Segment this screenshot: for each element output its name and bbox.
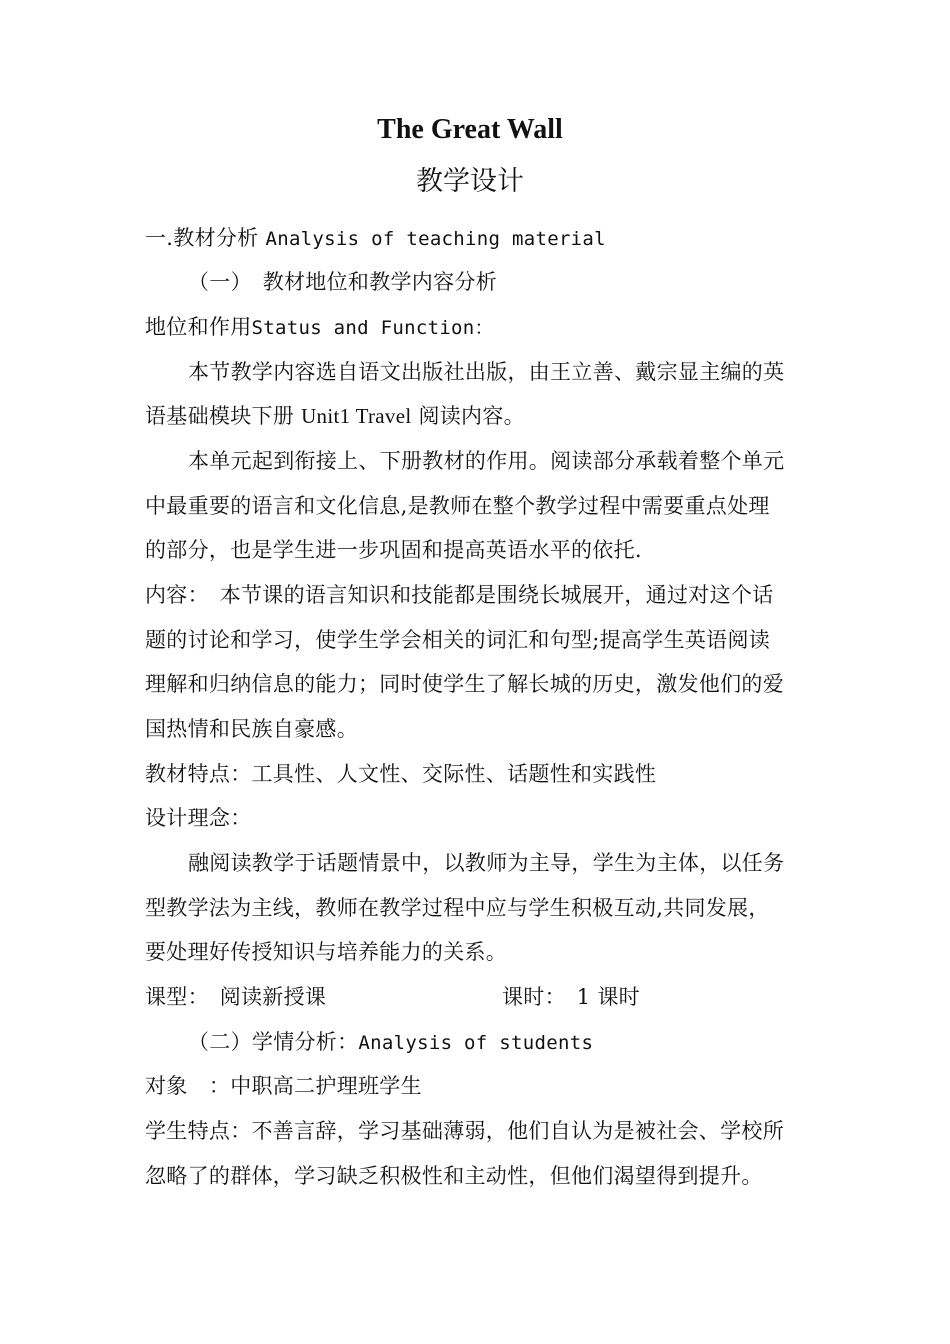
document-title-cn: 教学设计	[416, 166, 524, 197]
document-title-en: The Great Wall	[377, 114, 563, 145]
content-line: 国热情和民族自豪感。	[145, 717, 358, 741]
concept-line: 型教学法为主线，教师在教学过程中应与学生积极互动,共同发展，	[145, 896, 770, 920]
text-span: 阅读内容。	[418, 404, 525, 428]
content-line: 内容： 本节课的语言知识和技能都是围绕长城展开，通过对这个话	[145, 583, 774, 607]
student-traits-line: 学生特点：不善言辞，学习基础薄弱，他们自认为是被社会、学校所	[145, 1119, 784, 1143]
paragraph-line: 本节教学内容选自语文出版社出版，由王立善、戴宗显主编的英	[188, 360, 785, 384]
paragraph-line: 本单元起到衔接上、下册教材的作用。阅读部分承载着整个单元	[188, 449, 785, 473]
status-label-en: Status and Function：	[251, 317, 494, 339]
concept-line: 融阅读教学于话题情景中，以教师为主导，学生为主体，以任务	[188, 851, 785, 875]
text-span: 语基础模块下册	[145, 404, 295, 428]
lesson-type: 课型： 阅读新授课	[145, 985, 327, 1009]
subheading-students-cn: （二）学情分析：	[188, 1030, 359, 1054]
subheading-position: （一） 教材地位和教学内容分析	[188, 270, 497, 294]
unit-reference: Unit1 Travel	[301, 404, 412, 428]
content-line: 理解和归纳信息的能力；同时使学生了解长城的历史，激发他们的爱	[145, 672, 784, 696]
section-heading-en: Analysis of teaching material	[265, 228, 606, 250]
student-traits-line: 忽略了的群体，学习缺乏积极性和主动性，但他们渴望得到提升。	[145, 1164, 763, 1188]
concept-line: 要处理好传授知识与培养能力的关系。	[145, 940, 508, 964]
design-concept-label: 设计理念：	[145, 806, 252, 830]
paragraph-line	[145, 400, 815, 432]
lesson-hours: 课时： 1 课时	[502, 985, 640, 1009]
paragraph-line: 的部分，也是学生进一步巩固和提高英语水平的依托.	[145, 538, 642, 562]
target-students: 对象 ：中职高二护理班学生	[145, 1074, 422, 1098]
section-heading-material	[145, 222, 815, 255]
status-function-label	[145, 311, 815, 344]
subheading-students-en: Analysis of students	[358, 1032, 594, 1054]
section-heading-cn: 一.教材分析	[145, 226, 259, 250]
content-line: 题的讨论和学习，使学生学会相关的词汇和句型;提高学生英语阅读	[145, 628, 771, 652]
subheading-students	[188, 1026, 858, 1059]
material-features: 教材特点：工具性、人文性、交际性、话题性和实践性	[145, 762, 657, 786]
status-label-cn: 地位和作用	[145, 315, 252, 339]
paragraph-line: 中最重要的语言和文化信息,是教师在整个教学过程中需要重点处理	[145, 494, 770, 518]
